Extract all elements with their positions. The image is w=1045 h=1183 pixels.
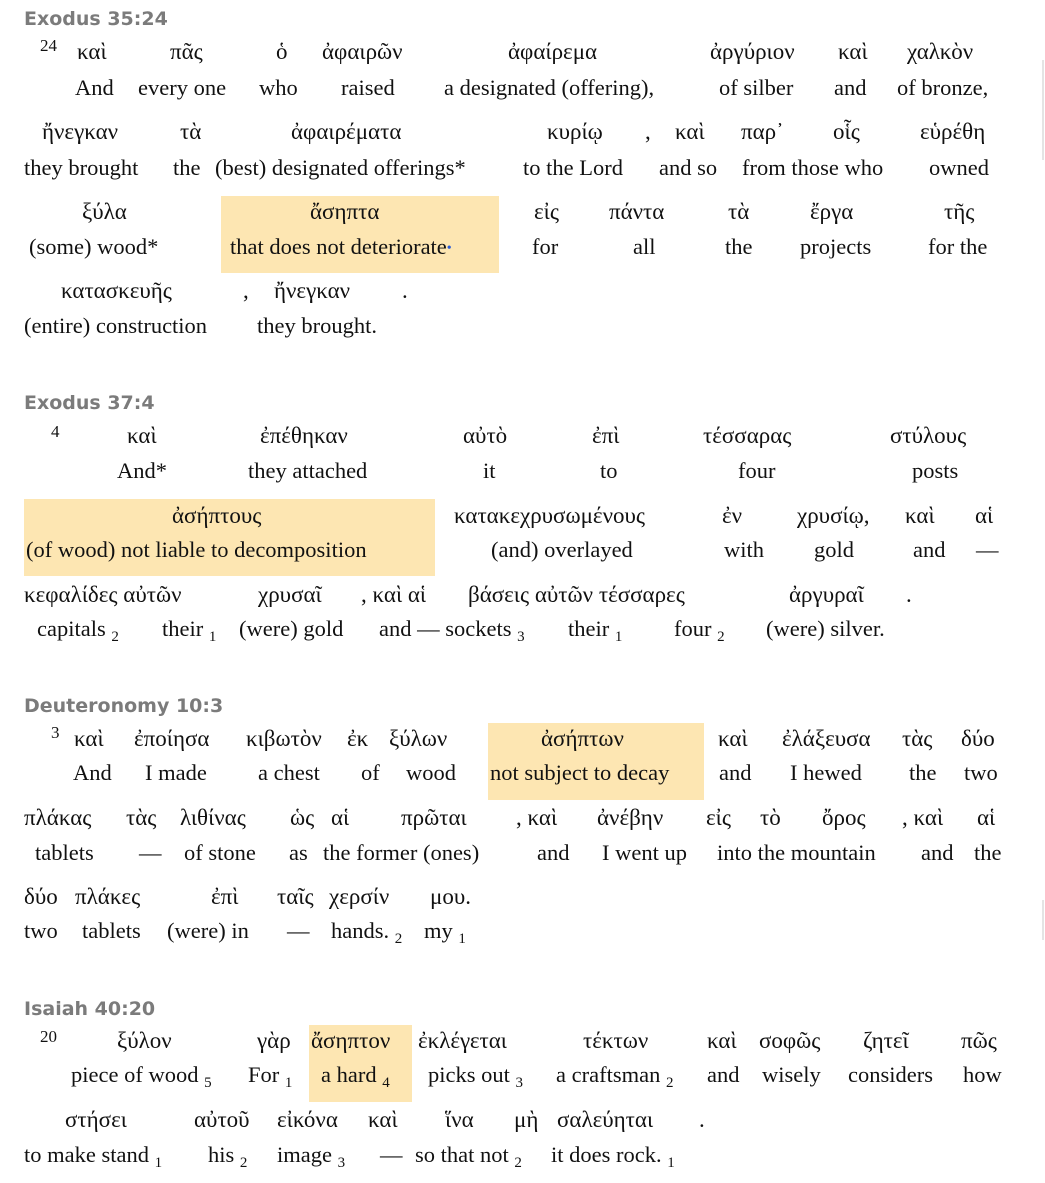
greek-word: καὶ [838,39,868,64]
greek-word: κατακεχρυσωμένους [454,503,645,528]
greek-word: πάντα [609,199,665,224]
english-gloss: (some) wood* [29,234,159,259]
gloss-text: my [424,918,453,943]
english-gloss [24,1139,162,1179]
greek-word: ἐλάξευσα [782,726,871,751]
english-gloss: considers [848,1062,933,1087]
english-line [0,1059,1045,1091]
english-gloss: to [600,458,618,483]
gloss-text: For [248,1062,280,1087]
order-subscript: 1 [154,1155,163,1171]
greek-word: καὶ [77,39,107,64]
gloss-text: their [568,616,610,641]
english-gloss: all [633,234,656,259]
english-gloss: I hewed [790,760,862,785]
greek-word: λιθίνας [180,805,246,830]
greek-word: ὁ [276,39,288,64]
greek-line [0,275,1045,307]
english-gloss: a chest [258,760,320,785]
english-gloss [415,1139,522,1179]
english-gloss: And [73,760,112,785]
greek-word: ἀργυραῖ [789,582,864,607]
english-gloss [551,1139,675,1179]
gloss-text: capitals [37,616,106,641]
greek-word: σαλεύηται [557,1107,654,1132]
english-gloss: wisely [762,1062,821,1087]
english-gloss-highlighted[interactable]: not subject to decay [490,760,670,785]
verse-number: 3 [51,723,60,742]
english-line [0,72,1045,104]
greek-word: αὐτοῦ [194,1107,250,1132]
greek-word: κιβωτὸν [246,726,322,751]
english-line [0,837,1045,869]
greek-word: στήσει [65,1107,127,1132]
english-gloss: And [75,75,114,100]
greek-word: καὶ [368,1107,398,1132]
english-gloss [248,1059,292,1099]
order-subscript: 3 [515,1075,523,1091]
english-gloss-text: that does not deteriorate [230,234,447,259]
english-gloss: And* [117,458,167,483]
greek-word: ὄρος [822,805,866,830]
order-subscript: 3 [337,1155,346,1171]
greek-word: ἤνεγκαν [42,119,119,144]
gloss-text: their [162,616,204,641]
verse-number: 24 [40,36,57,55]
order-subscript: 1 [614,629,623,645]
verse-number: 4 [51,422,60,441]
greek-word: καὶ [905,503,935,528]
english-gloss: (were) in [167,918,249,943]
english-gloss [568,613,622,653]
english-gloss [37,613,119,653]
english-gloss: it [483,458,496,483]
english-gloss: for [532,234,559,259]
english-line [0,152,1045,184]
greek-word: ἤνεγκαν [274,278,351,303]
english-gloss: and [719,760,752,785]
greek-word: σοφῶς [759,1028,821,1053]
greek-word: μου. [430,884,471,909]
greek-word: ὡς [290,805,315,830]
greek-word: εὑρέθη [920,119,986,144]
gloss-text: hands. [331,918,390,943]
english-gloss [71,1059,212,1099]
english-gloss: and so [659,155,718,180]
greek-word: δύο [961,726,995,751]
greek-line [0,1104,1045,1136]
passage-reference[interactable]: Isaiah 40:20 [24,998,156,1020]
greek-line [0,1025,1045,1057]
english-gloss: with [724,537,765,562]
greek-word: στύλους [890,423,967,448]
english-gloss: and [913,537,946,562]
greek-word: βάσεις αὐτῶν τέσσαρες [468,582,685,607]
english-gloss: a designated (offering), [444,75,655,100]
english-gloss [162,613,216,653]
english-line [0,1139,1045,1171]
english-line [0,915,1045,947]
greek-word: , καὶ αἱ [361,582,427,607]
english-gloss: — [380,1142,403,1167]
english-gloss: the former (ones) [323,840,480,865]
greek-word: ἵνα [445,1107,474,1132]
greek-word: ἐκ [347,726,369,751]
english-gloss: two [24,918,58,943]
greek-word: ἐπέθηκαν [260,423,348,448]
greek-word: ξύλων [389,726,448,751]
gloss-text: picks out [428,1062,510,1087]
greek-word: γὰρ [257,1028,291,1053]
english-gloss: — [976,537,999,562]
greek-word: ἀφαιρῶν [322,39,403,64]
english-gloss: — [287,918,310,943]
english-gloss [208,1139,247,1179]
english-gloss: who [259,75,298,100]
english-gloss: of bronze, [897,75,989,100]
greek-word: πλάκες [75,884,141,909]
english-gloss: two [964,760,998,785]
greek-word: πλάκας [24,805,92,830]
english-gloss: and [921,840,954,865]
greek-word-highlighted[interactable]: ἄσηπτα [310,199,380,224]
english-gloss: gold [814,537,855,562]
greek-word: χερσίν [329,884,390,909]
greek-word: ζητεῖ [863,1028,909,1053]
greek-word: τὰ [728,199,750,224]
greek-word: εἰκόνα [277,1107,338,1132]
order-subscript: 1 [667,1155,675,1171]
english-gloss-highlighted[interactable] [230,231,452,265]
greek-word: . [906,582,912,607]
english-gloss: of [361,760,380,785]
english-gloss: four [738,458,776,483]
english-gloss [424,915,466,955]
greek-word: . [402,278,408,303]
english-gloss: to the Lord [523,155,623,180]
english-gloss: of silber [719,75,794,100]
greek-word-highlighted[interactable]: ἀσήπτων [541,726,624,751]
english-gloss: how [963,1062,1002,1087]
order-subscript: 3 [517,629,525,645]
english-line [0,613,1045,645]
english-gloss: projects [800,234,872,259]
order-subscript: 2 [111,629,119,645]
greek-line [0,881,1045,913]
english-gloss: they brought. [257,313,377,338]
english-gloss: (entire) construction [24,313,208,338]
greek-word: πᾶς [170,39,203,64]
english-gloss: as [289,840,308,865]
english-gloss: I went up [602,840,687,865]
greek-word: οἷς [833,119,860,144]
greek-word: ἐπὶ [592,423,620,448]
english-gloss-highlighted[interactable] [321,1059,390,1099]
greek-word-highlighted[interactable]: ἄσηπτον [311,1028,391,1053]
greek-word: ἐπὶ [211,884,239,909]
english-gloss: for the [928,234,988,259]
english-gloss: and [707,1062,740,1087]
english-gloss: tablets [82,918,141,943]
greek-word: καὶ [127,423,157,448]
english-line [0,455,1045,487]
greek-word: ἐποίησα [134,726,210,751]
greek-word: δύο [24,884,58,909]
greek-word: αἱ [975,503,994,528]
english-gloss: posts [912,458,959,483]
greek-word: αἱ [331,805,350,830]
greek-word: ταῖς [277,884,314,909]
greek-word: κεφαλίδες αὐτῶν [24,582,182,607]
greek-word-highlighted[interactable]: ἀσήπτους [172,503,262,528]
greek-word: κυρίῳ [547,119,603,144]
greek-word: τὰς [126,805,157,830]
greek-word: , [243,278,249,303]
greek-word: πῶς [961,1028,997,1053]
english-gloss: of stone [184,840,256,865]
order-subscript: 2 [665,1075,674,1091]
order-subscript: 2 [514,1155,522,1171]
greek-word: κατασκευῆς [61,278,172,303]
gloss-text: and — sockets [379,616,512,641]
greek-word: αὐτὸ [463,423,508,448]
greek-line [0,723,1045,755]
greek-word: χρυσίῳ, [797,503,870,528]
greek-word: τὰ [180,119,202,144]
greek-word: , καὶ [902,805,944,830]
greek-line [0,420,1045,452]
english-gloss: (were) silver. [766,616,885,641]
greek-word: χρυσαῖ [258,582,322,607]
greek-line [0,802,1045,834]
english-gloss: the [909,760,937,785]
greek-word: πρῶται [401,805,467,830]
english-gloss: the [173,155,201,180]
greek-word: καὶ [718,726,748,751]
english-gloss: into the mountain [717,840,876,865]
greek-word: μὴ [514,1107,539,1132]
greek-word: εἰς [706,805,731,830]
english-line [0,534,1045,566]
english-gloss: owned [929,155,989,180]
english-gloss: (and) overlayed [491,537,633,562]
english-gloss: — [139,840,162,865]
greek-word: ἀνέβην [597,805,664,830]
english-gloss: tablets [35,840,94,865]
marker-dot-icon: • [446,241,452,256]
greek-word: ἀργύριον [710,39,795,64]
greek-word: , καὶ [516,805,558,830]
english-gloss [428,1059,523,1099]
english-gloss: the [725,234,753,259]
greek-word: χαλκὸν [907,39,974,64]
english-gloss: they brought [24,155,139,180]
order-subscript: 1 [458,931,466,947]
greek-word: παρ᾽ [741,119,784,144]
greek-word: τῆς [944,199,975,224]
greek-word: καὶ [74,726,104,751]
greek-word: καὶ [707,1028,737,1053]
greek-line [0,36,1045,68]
english-gloss: (were) gold [239,616,344,641]
english-gloss: I made [145,760,207,785]
greek-word: , [645,119,651,144]
order-subscript: 1 [284,1075,293,1091]
english-gloss: every one [138,75,227,100]
english-gloss [331,915,402,955]
greek-word: τὸ [760,805,781,830]
greek-word: τὰς [902,726,933,751]
order-subscript: 2 [717,629,725,645]
english-line [0,310,1045,342]
english-gloss [674,613,725,653]
english-gloss: from those who [742,155,884,180]
gloss-text: his [208,1142,235,1167]
order-subscript: 2 [394,931,403,947]
english-line [0,231,1045,263]
english-gloss: the [974,840,1002,865]
english-gloss: wood [406,760,456,785]
english-gloss: raised [341,75,395,100]
passage-reference[interactable]: Exodus 37:4 [24,392,155,414]
english-gloss: (best) designated offerings* [215,155,466,180]
greek-word: τέσσαρας [703,423,792,448]
greek-word: εἰς [534,199,559,224]
order-subscript: 1 [208,629,217,645]
greek-line [0,196,1045,228]
gloss-text: a hard [321,1062,377,1087]
order-subscript: 2 [239,1155,248,1171]
greek-word: ἐκλέγεται [418,1028,507,1053]
greek-word: ξύλα [82,199,127,224]
english-gloss [556,1059,673,1099]
passage-reference[interactable]: Deuteronomy 10:3 [24,695,224,717]
order-subscript: 5 [204,1075,212,1091]
greek-line [0,579,1045,611]
english-gloss: and [537,840,570,865]
gloss-text: it does rock. [551,1142,662,1167]
greek-line [0,500,1045,532]
greek-word: ἀφαιρέματα [291,119,402,144]
greek-word: . [699,1107,705,1132]
english-gloss-highlighted[interactable]: (of wood) not liable to decomposition [26,537,367,562]
greek-word: ξύλον [117,1028,172,1053]
english-gloss [277,1139,345,1179]
english-line [0,757,1045,789]
greek-word: καὶ [675,119,705,144]
gloss-text: four [674,616,712,641]
gloss-text: piece of wood [71,1062,199,1087]
verse-number: 20 [40,1027,57,1046]
gloss-text: to make stand [24,1142,149,1167]
gloss-text: a craftsman [556,1062,661,1087]
order-subscript: 4 [382,1075,390,1091]
passage-reference[interactable]: Exodus 35:24 [24,8,168,30]
greek-word: ἔργα [810,199,854,224]
greek-word: ἀφαίρεμα [508,39,598,64]
gloss-text: so that not [415,1142,509,1167]
english-gloss [379,613,525,653]
greek-word: ἐν [722,503,743,528]
english-gloss: and [834,75,867,100]
greek-word: τέκτων [583,1028,649,1053]
greek-word: αἱ [977,805,996,830]
greek-line [0,116,1045,148]
gloss-text: image [277,1142,332,1167]
english-gloss: they attached [248,458,368,483]
